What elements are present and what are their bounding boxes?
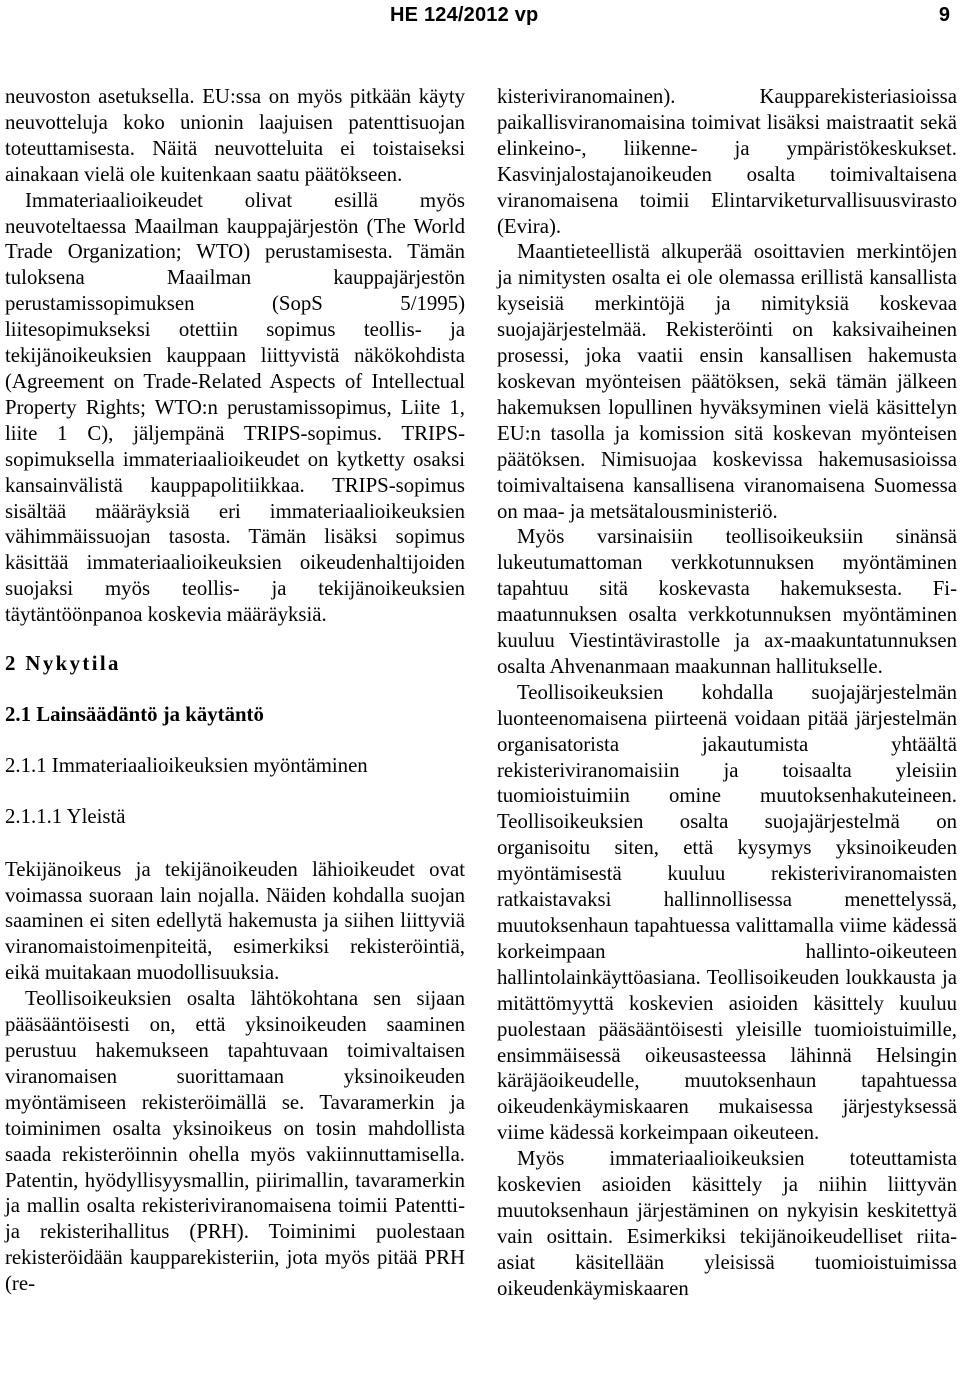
left-column bbox=[5, 84, 465, 1297]
paragraph: Myös immateriaalioikeuksien toteuttamista koskevien asioiden käsittely ja niihin liittyvän muutoksenhaun järjestäminen on nykyisin keskitettyä vain osittain. Esimerkiksi tekijänoikeudelliset riita-asiat käsitellään yleisissä tuomioistuimissa oikeudenkäymiskaaren bbox=[497, 1147, 957, 1300]
document-code: HE 124/2012 vp bbox=[390, 4, 539, 26]
subsubsubsection-heading: 2.1.1.1 Yleistä bbox=[5, 804, 126, 828]
paragraph: neuvoston asetuksella. EU:ssa on myös pitkään käyty neuvotteluja koko unionin laajuisen patenttisuojan toteuttamisesta. Näitä neuvotteluita ei toistaiseksi ainakaan vielä ole kuitenkaan saatu päätökseen. bbox=[5, 85, 465, 186]
paragraph: Maantieteellistä alkuperää osoittavien merkintöjen ja nimitysten osalta ei ole olemassa erillistä kansallista kyseisiä merkintöjä ja nimityksiä koskevaa suojajärjestelmää. Rekisteröinti on kaksivaiheinen prosessi, joka vaatii ensin kansallisen hakemusta koskevan myönteisen päätöksen, sekä tämän jälkeen hakemuksen lopullinen hyväksyminen vielä käsittelyn EU:n tasolla ja komission sitä koskevan myönteisen päätöksen. Nimisuojaa koskevissa hakemusasioissa toimivaltaisena kansallisena viranomaisena Suomessa on maa- ja metsätalousministeriö. bbox=[497, 240, 957, 523]
subsubsection-heading: 2.1.1 Immateriaalioikeuksien myöntäminen bbox=[5, 753, 368, 777]
subsection-heading: 2.1 Lainsäädäntö ja käytäntö bbox=[5, 702, 264, 726]
page-number: 9 bbox=[938, 4, 950, 26]
page-header bbox=[0, 0, 960, 34]
paragraph: Myös varsinaisiin teollisoikeuksiin sinänsä lukeutumattoman verkkotunnuksen myöntäminen tapahtuu sitä koskevasta hakemuksesta. Fi-maatunnuksen osalta verkkotunnuksen myöntäminen kuuluu Viestintävirastolle ja ax-maakuntatunnuksen osalta Ahvenanmaan maakunnan hallitukselle. bbox=[497, 525, 957, 678]
paragraph: Teollisoikeuksien kohdalla suojajärjestelmän luonteenomaisena piirteenä voidaan pitää järjestelmän organisatorista jakautumista yhtäältä rekisteriviranomaisiin ja toisaalta yleisiin tuomioistuimiin omine muutoksenhakuteineen. Teollisoikeuksien osalta suojajärjestelmä on organisoitu siten, että kysymys yksinoikeuden myöntämisestä kuuluu rekisteriviranomaisten ratkaistavaksi hallinnollisessa menettelyssä, muutoksenhaun tapahtuessa valittamalla viime kädessä korkeimpaan hallinto-oikeuteen hallintolainkäyttöasiana. Teollisoikeuden loukkausta ja mitättömyyttä koskevien asioiden käsittely kuuluu puolestaan pääsääntöisesti yleisille tuomioistuimille, ensimmäisessä oikeusasteessa lähinnä Helsingin käräjäoikeudelle, muutoksenhaun tapahtuessa oikeudenkäymiskaaren mukaisessa järjestyksessä viime kädessä korkeimpaan oikeuteen. bbox=[497, 680, 957, 1145]
paragraph: kisteriviranomainen). Kaupparekisteriasioissa paikallisviranomaisina toimivat lisäksi maistraatit sekä elinkeino-, liikenne- ja ympäristökeskukset. Kasvinjalostajanoikeuden osalta toimivaltaisena viranomaisena toimii Elintarviketurvallisuusvirasto (Evira). bbox=[497, 85, 957, 238]
paragraph: Tekijänoikeus ja tekijänoikeuden lähioikeudet ovat voimassa suoraan lain nojalla. Näiden kohdalla suojan saaminen ei siten edellytä hakemusta ja siihen liittyviä viranomaistoimenpiteitä, esimerkiksi rekisteröintiä, eikä muitakaan muodollisuuksia. bbox=[5, 857, 465, 985]
paragraph: Teollisoikeuksien osalta lähtökohtana sen sijaan pääsääntöisesti on, että yksinoikeuden saaminen perustuu hakemukseen tapahtuvaan toimivaltaisen viranomaisen suorittamaan yksinoikeuden myöntämiseen rekisteröimällä se. Tavaramerkin ja toiminimen osalta yksinoikeus on tosin mahdollista saada rekisteröinnin ohella myös vakiinnuttamisella. Patentin, hyödyllisyysmallin, piirimallin, tavaramerkin ja mallin osalta rekisteriviranomaisena toimii Patentti- ja rekisterihallitus (PRH). Toiminimi puolestaan rekisteröidään kaupparekisteriin, jota myös pitää PRH (re- bbox=[5, 987, 465, 1296]
right-column bbox=[497, 84, 957, 1302]
paragraph: Immateriaalioikeudet olivat esillä myös neuvoteltaessa Maailman kauppajärjestön (The World Trade Organization; WTO) perustamisesta. Tämän tuloksena Maailman kauppajärjestön perustamissopimuksen (SopS 5/1995) liitesopimukseksi otettiin sopimus teollis- ja tekijänoikeuksien kauppaan liittyvistä näkökohdista (Agreement on Trade-Related Aspects of Intellectual Property Rights; WTO:n perustamissopimus, Liite 1, liite 1 C), jäljempänä TRIPS-sopimus. TRIPS-sopimuksella immateriaalioikeudet on kytketty osaksi kansainvälistä kauppapolitiikkaa. TRIPS-sopimus sisältää määräyksiä eri immateriaalioikeuksien vähimmäissuojan tasosta. Tämän lisäksi sopimus käsittää immateriaalioikeuksien oikeudenhaltijoiden suojaksi myös teollis- ja tekijänoikeuksien täytäntöönpanoa koskevia määräyksiä. bbox=[5, 188, 465, 627]
section-heading: 2 Nykytila bbox=[5, 652, 121, 676]
